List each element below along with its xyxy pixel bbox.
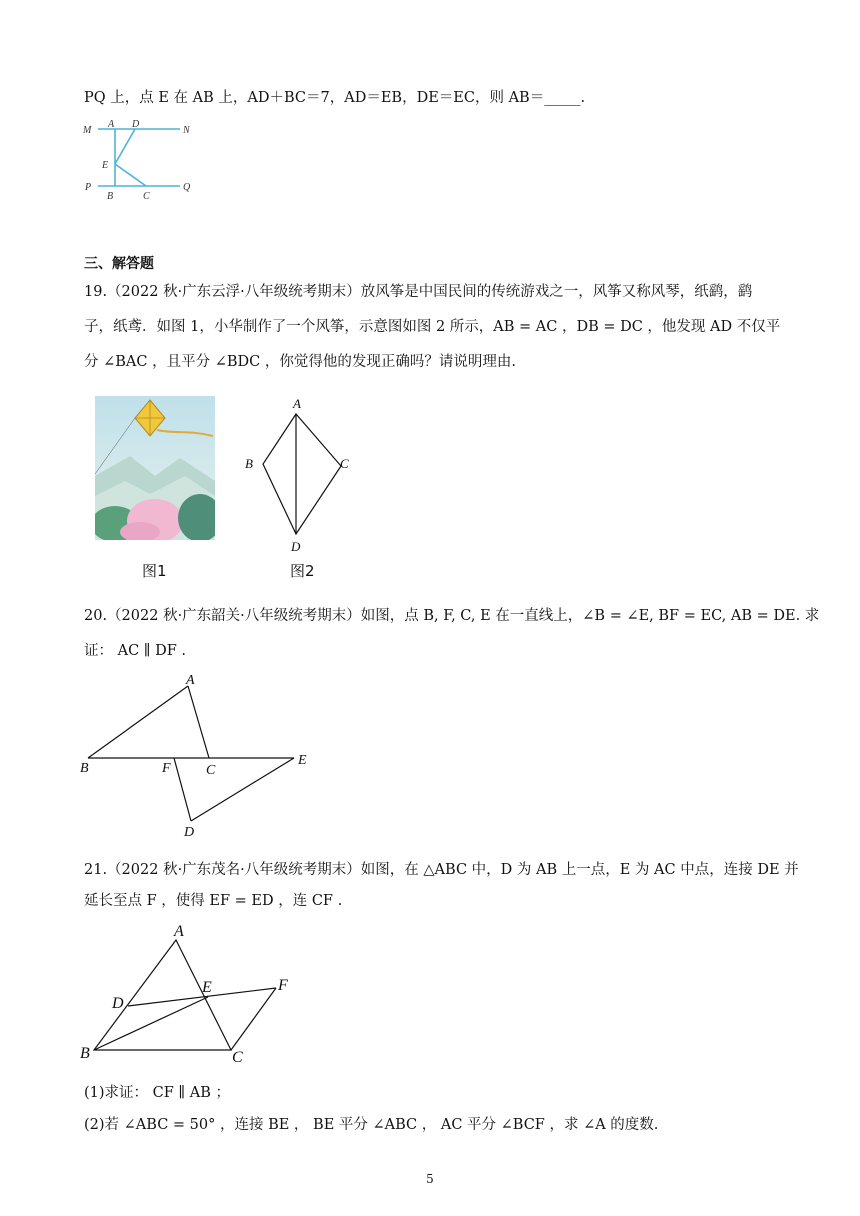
fig2-label-B: B	[245, 456, 253, 471]
q19-line1: 19.（2022 秋·广东云浮·八年级统考期末）放风筝是中国民间的传统游戏之一，风筝又称风琴，纸鹞，鹞	[84, 284, 753, 300]
q21-sub2: (2)若 ∠ABC = 50° ，连接 BE ， BE 平分 ∠ABC ， AC 平分 ∠BCF ，求 ∠A 的度数.	[84, 1117, 659, 1133]
q19-line2: 子，纸鸢．如图 1，小华制作了一个风筝，示意图如图 2 所示，AB = AC ，DB = DC ，他发现 AD 不仅平	[84, 319, 781, 335]
q21-figure	[76, 920, 306, 1069]
fig2-label-A: A	[293, 396, 301, 411]
section-title: 三、解答题	[84, 255, 154, 271]
fig21-label-B: B	[80, 1045, 90, 1062]
q21-sub1: (1)求证： CF ∥ AB ；	[84, 1085, 230, 1101]
fig20-label-B: B	[80, 761, 89, 776]
kite-illustration	[95, 396, 215, 540]
q21-line1: 21.（2022 秋·广东茂名·八年级统考期末）如图，在 △ABC 中，D 为 AB 上一点，E 为 AC 中点，连接 DE 并	[84, 862, 799, 878]
fig18-label-M: M	[83, 125, 92, 136]
fig20-label-C: C	[206, 763, 216, 778]
fig2-caption: 图2	[290, 562, 315, 580]
q21-line2: 延长至点 F ，使得 EF = ED ，连 CF .	[84, 893, 343, 909]
fig18-label-N: N	[183, 125, 190, 136]
fig2-label-D: D	[291, 539, 301, 554]
fig18-label-D: D	[132, 119, 140, 130]
fig1-caption: 图1	[142, 562, 167, 580]
q18-text: PQ 上，点 E 在 AB 上，AD＋BC＝7，AD＝EB，DE＝EC，则 AB＝_____.	[84, 90, 586, 106]
fig18-label-A: A	[108, 119, 115, 130]
q20-line1: 20.（2022 秋·广东韶关·八年级统考期末）如图，点 B, F, C, E 在一直线上，∠B = ∠E, BF = EC, AB = DE. 求	[84, 608, 820, 624]
fig18-label-B: B	[107, 191, 114, 202]
fig18-label-P: P	[85, 182, 92, 193]
fig20-label-D: D	[184, 825, 195, 840]
q20-figure	[76, 668, 326, 847]
q18-figure	[80, 118, 200, 206]
fig21-label-F: F	[278, 977, 288, 994]
fig20-label-E: E	[298, 753, 307, 768]
fig21-label-D: D	[112, 995, 124, 1012]
fig2-label-C: C	[340, 456, 349, 471]
q19-figure2	[238, 394, 358, 558]
q20-line2: 证： AC ∥ DF .	[84, 643, 186, 659]
fig21-label-A: A	[174, 923, 184, 940]
fig21-label-E: E	[202, 979, 212, 996]
fig20-label-A: A	[186, 673, 195, 688]
page-number: 5	[426, 1172, 434, 1186]
q19-line3: 分 ∠BAC ，且平分 ∠BDC ，你觉得他的发现正确吗？请说明理由.	[84, 354, 516, 370]
fig20-label-F: F	[162, 761, 171, 776]
fig21-label-C: C	[232, 1049, 243, 1065]
fig18-label-E: E	[102, 160, 109, 171]
fig18-label-C: C	[143, 191, 150, 202]
fig18-label-Q: Q	[183, 182, 191, 193]
